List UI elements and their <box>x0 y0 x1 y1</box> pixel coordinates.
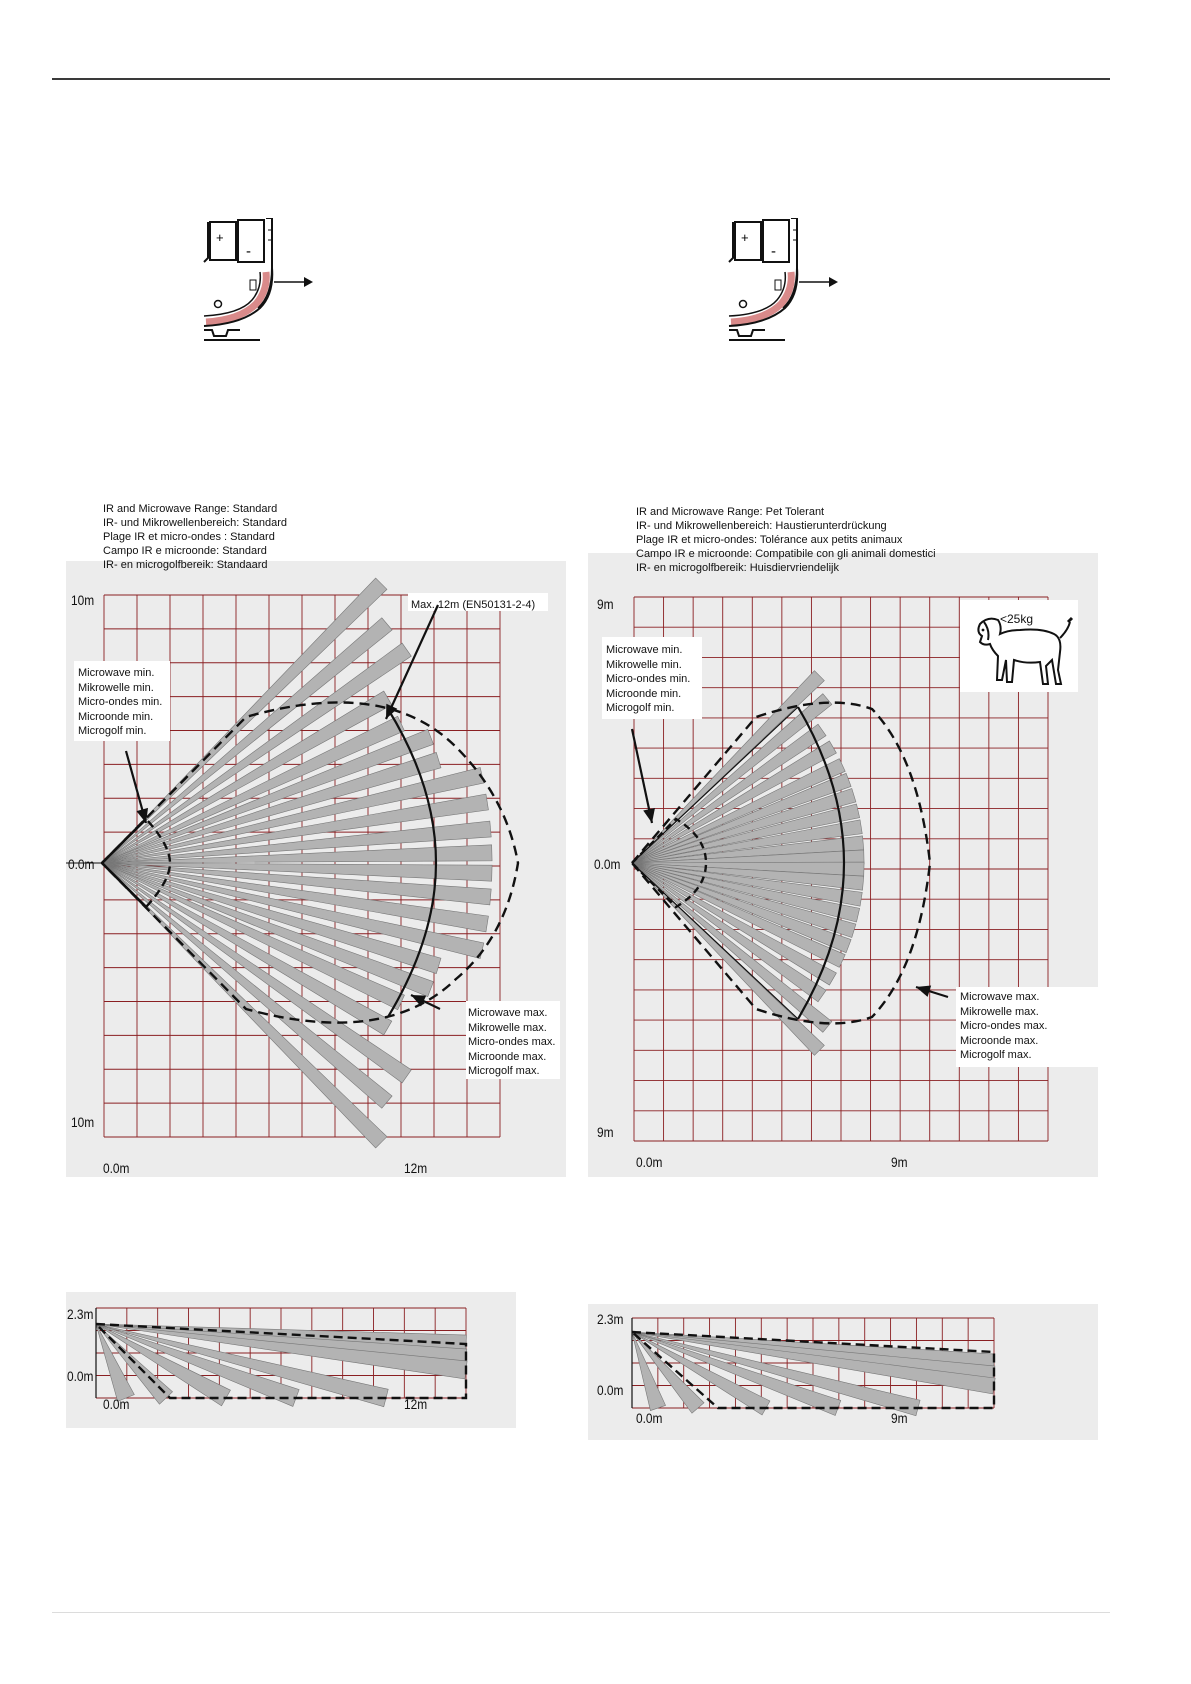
title-line: Plage IR et micro-ondes : Standard <box>103 531 275 543</box>
title-line: IR- en microgolfbereik: Standaard <box>103 559 268 571</box>
plus-symbol: + <box>216 230 224 245</box>
footer-rule <box>52 1612 1110 1613</box>
switch-illustration-standard <box>200 218 320 343</box>
microwave-min-label: Microwave min. Mikrowelle min. Micro-ondes min. Microonde min. Microgolf min. <box>78 667 163 737</box>
side-y-top-label: 2.3m <box>67 1306 94 1322</box>
standard-title <box>103 502 287 572</box>
minus-symbol: - <box>771 243 776 260</box>
y-bottom-label: 9m <box>597 1124 614 1140</box>
x-end-label: 9m <box>891 1154 908 1170</box>
y-top-label: 10m <box>71 592 95 608</box>
plus-symbol: + <box>741 230 749 245</box>
pet-title <box>636 505 936 575</box>
standard-side-panel <box>66 1292 516 1428</box>
title-line: IR- und Mikrowellenbereich: Standard <box>103 517 288 529</box>
minus-symbol: - <box>246 243 251 260</box>
x-start-label: 0.0m <box>636 1154 663 1170</box>
switch-illustration-pet <box>725 218 845 343</box>
microwave-min-label: Microwave min. Mikrowelle min. Micro-ondes min. Microonde min. Microgolf min. <box>606 644 691 714</box>
y-mid-label: 0.0m <box>68 856 95 872</box>
title-line: IR and Microwave Range: Pet Tolerant <box>636 506 825 518</box>
x-end-label: 12m <box>404 1160 428 1176</box>
title-line: IR and Microwave Range: Standard <box>103 503 278 515</box>
side-x-start-label: 0.0m <box>636 1410 663 1426</box>
standard-side-diagram <box>66 1292 516 1428</box>
pet-weight-label: <25kg <box>1000 612 1034 626</box>
side-x-end-label: 9m <box>891 1410 908 1426</box>
y-bottom-label: 10m <box>71 1114 95 1130</box>
title-line: Plage IR et micro-ondes: Tolérance aux petits animaux <box>636 534 903 546</box>
title-line: Campo IR e microonde: Standard <box>103 545 267 557</box>
side-x-start-label: 0.0m <box>103 1396 130 1412</box>
y-top-label: 9m <box>597 596 614 612</box>
title-line: IR- und Mikrowellenbereich: Haustierunterdrückung <box>636 520 887 532</box>
y-mid-label: 0.0m <box>594 856 621 872</box>
x-start-label: 0.0m <box>103 1160 130 1176</box>
pet-coverage-diagram <box>588 497 1098 1177</box>
max-range-label: Max. 12m (EN50131-2-4) <box>411 599 536 611</box>
side-y-top-label: 2.3m <box>597 1311 624 1327</box>
pet-side-panel <box>588 1304 1098 1440</box>
side-x-end-label: 12m <box>404 1396 428 1412</box>
header-rule <box>52 78 1110 80</box>
side-y-bottom-label: 0.0m <box>597 1382 624 1398</box>
title-line: IR- en microgolfbereik: Huisdiervriendelijk <box>636 562 839 574</box>
title-line: Campo IR e microonde: Compatibile con gli animali domestici <box>636 548 936 560</box>
pet-side-diagram <box>588 1304 1098 1440</box>
arrow-head <box>916 985 931 996</box>
side-y-bottom-label: 0.0m <box>67 1368 94 1384</box>
microwave-max-label: Microwave max. Mikrowelle max. Micro-ondes max. Microonde max. Microgolf max. <box>468 1007 556 1077</box>
pet-coverage-panel <box>588 497 1098 1177</box>
microwave-max-label: Microwave max. Mikrowelle max. Micro-ondes max. Microonde max. Microgolf max. <box>960 991 1048 1061</box>
arrow-head <box>643 808 655 823</box>
